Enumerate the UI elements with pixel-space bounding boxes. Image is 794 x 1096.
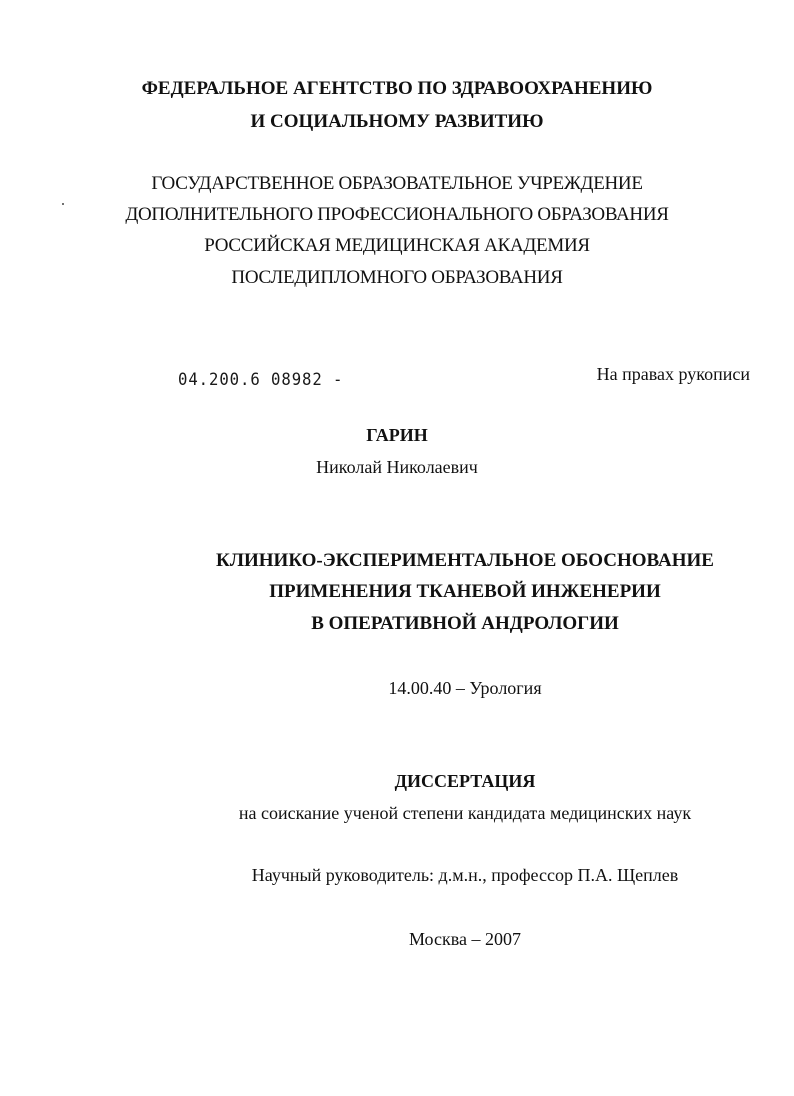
degree-line: на соискание ученой степени кандидата медицинских наук xyxy=(238,803,692,823)
rights-note: На правах рукописи xyxy=(596,364,750,384)
city-year: Москва – 2007 xyxy=(409,929,521,949)
agency-line-2: И СОЦИАЛЬНОМУ РАЗВИТИЮ xyxy=(250,111,544,132)
document-type: ДИССЕРТАЦИЯ xyxy=(394,771,536,791)
institution-line-1: ГОСУДАРСТВЕННОЕ ОБРАЗОВАТЕЛЬНОЕ УЧРЕЖДЕНИЕ xyxy=(151,173,643,194)
supervisor: Научный руководитель: д.м.н., профессор П.А. Щеплев xyxy=(251,865,679,885)
thesis-title-line-3: В ОПЕРАТИВНОЙ АНДРОЛОГИИ xyxy=(311,613,619,634)
institution-line-3: РОССИЙСКАЯ МЕДИЦИНСКАЯ АКАДЕМИЯ xyxy=(204,235,590,256)
institution-line-2: ДОПОЛНИТЕЛЬНОГО ПРОФЕССИОНАЛЬНОГО ОБРАЗОВАНИЯ xyxy=(125,204,669,225)
author-name: Николай Николаевич xyxy=(316,457,478,477)
specialty: 14.00.40 – Урология xyxy=(388,678,542,698)
agency-line-1: ФЕДЕРАЛЬНОЕ АГЕНТСТВО ПО ЗДРАВООХРАНЕНИЮ xyxy=(141,78,653,99)
thesis-title-line-1: КЛИНИКО-ЭКСПЕРИМЕНТАЛЬНОЕ ОБОСНОВАНИЕ xyxy=(216,550,714,571)
author-surname: ГАРИН xyxy=(366,425,428,445)
institution-line-4: ПОСЛЕДИПЛОМНОГО ОБРАЗОВАНИЯ xyxy=(231,267,563,288)
thesis-title-line-2: ПРИМЕНЕНИЯ ТКАНЕВОЙ ИНЖЕНЕРИИ xyxy=(269,581,661,602)
registration-stamp: 04.200.6 08982 - xyxy=(178,370,344,390)
